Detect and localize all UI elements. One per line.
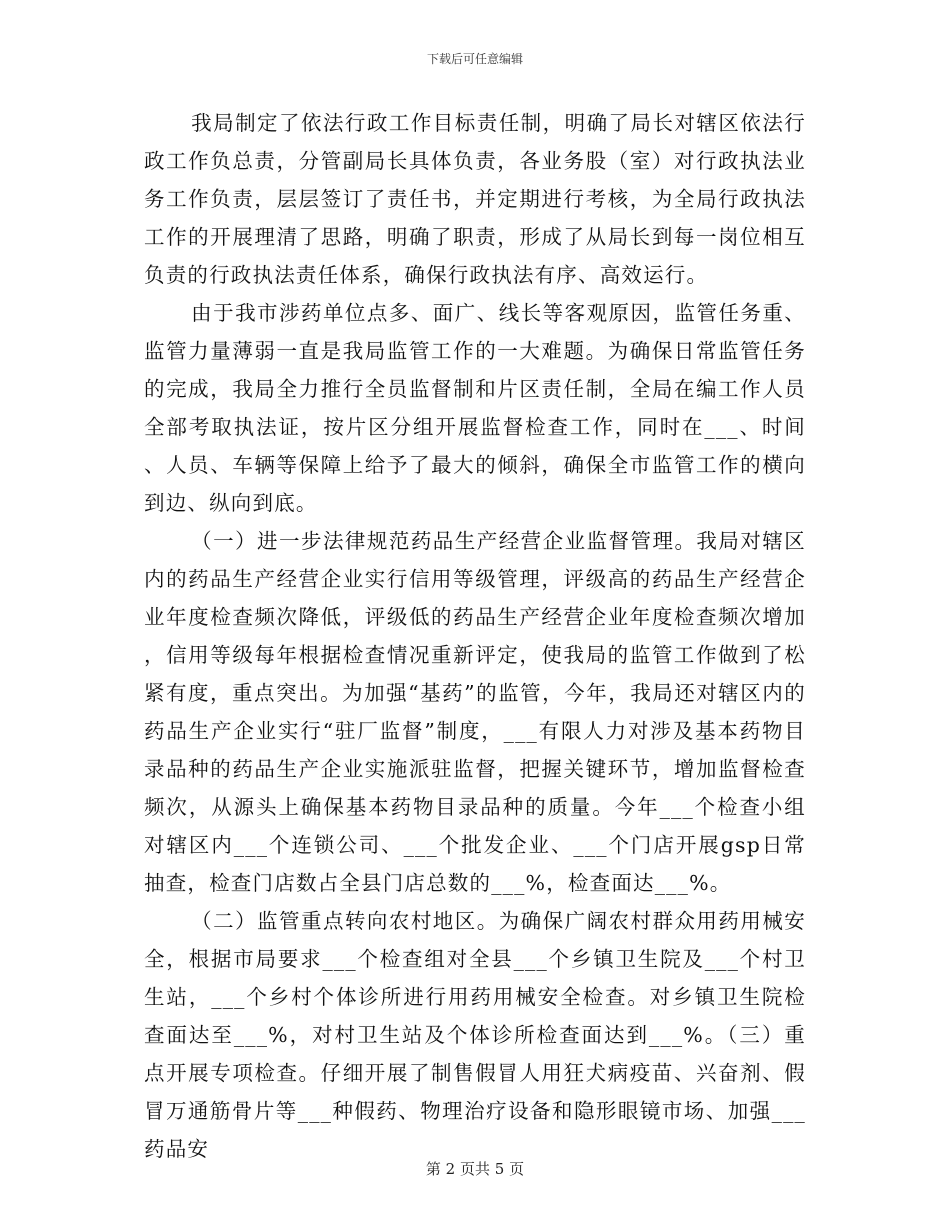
document-body	[144, 104, 806, 1168]
paragraph-3: （一）进一步法律规范药品生产经营企业监督管理。我局对辖区内的药品生产经营企业实行信用等级管理，评级高的药品生产经营企业年度检查频次降低，评级低的药品生产经营企业年度检查频次增加，信用等级每年根据检查情况重新评定，使我局的监管工作做到了松紧有度，重点突出。为加强“基药”的监管，今年，我局还对辖区内的药品生产企业实行“驻厂监督”制度，___有限人力对涉及基本药物目录品种的药品生产企业实施派驻监督，把握关键环节，增加监督检查频次，从源头上确保基本药物目录品种的质量。今年___个检查小组对辖区内___个连锁公司、___个批发企业、___个门店开展gsp日常抽查，检查门店数占全县门店总数的___%，检查面达___%。	[144, 529, 806, 895]
paragraph-1: 我局制定了依法行政工作目标责任制，明确了局长对辖区依法行政工作负总责，分管副局长具体负责，各业务股（室）对行政执法业务工作负责，层层签订了责任书，并定期进行考核，为全局行政执法工作的开展理清了思路，明确了职责，形成了从局长到每一岗位相互负责的行政执法责任体系，确保行政执法有序、高效运行。	[144, 111, 806, 287]
page-number: 第 2 页共 5 页	[425, 1160, 525, 1178]
paragraph-2: 由于我市涉药单位点多、面广、线长等客观原因，监管任务重、监管力量薄弱一直是我局监管工作的一大难题。为确保日常监管任务的完成，我局全力推行全员监督制和片区责任制，全局在编工作人员全部考取执法证，按片区分组开展监督检查工作，同时在___、时间、人员、车辆等保障上给予了最大的倾斜，确保全市监管工作的横向到边、纵向到底。	[144, 301, 806, 515]
page-header: 下载后可任意编辑	[426, 52, 523, 66]
paragraph-4: （二）监管重点转向农村地区。为确保广阔农村群众用药用械安全，根据市局要求___个检查组对全县___个乡镇卫生院及___个村卫生站，___个乡村个体诊所进行用药用械安全检查。对乡镇卫生院检查面达至___%，对村卫生站及个体诊所检查面达到___%。（三）重点开展专项检查。仔细开展了制售假冒人用狂犬病疫苗、兴奋剂、假冒万通筋骨片等___种假药、物理治疗设备和隐形眼镜市场、加强___药品安	[144, 909, 806, 1161]
